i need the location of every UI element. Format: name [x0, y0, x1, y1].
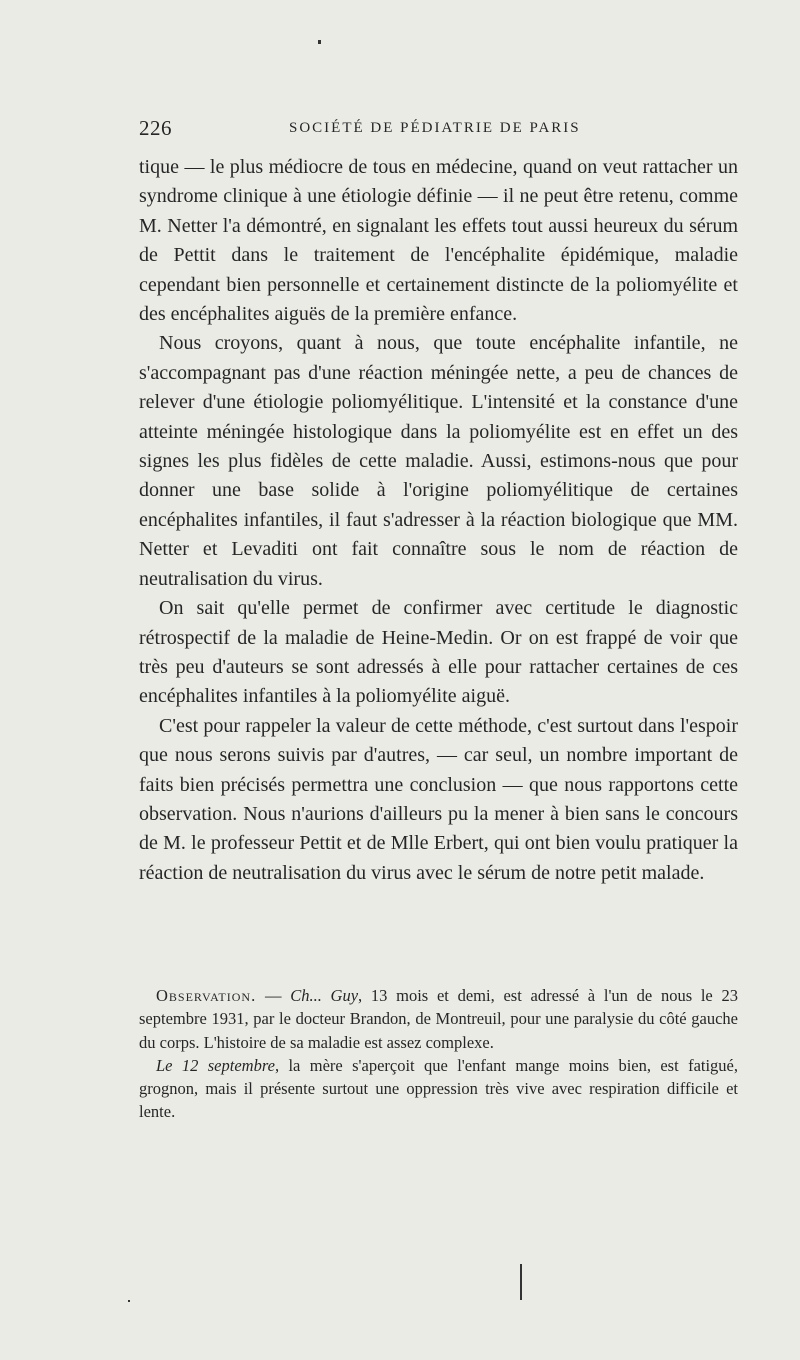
running-title: SOCIÉTÉ DE PÉDIATRIE DE PARIS	[289, 120, 581, 136]
print-speck	[318, 40, 321, 44]
observation-label: Observation.	[156, 986, 257, 1005]
observation-paragraph-2	[139, 1054, 738, 1124]
print-mark	[520, 1264, 522, 1300]
paragraph-4: C'est pour rappeler la valeur de cette méthode, c'est surtout dans l'espoir que nous serons suivis par d'autres, — car seul, un nombre important de faits bien précisés permettra une conclusion — que nous rapportons cette observation. Nous n'aurions d'ailleurs pu la mener à bien sans le concours de M. le professeur Pettit et de Mlle Erbert, qui ont bien voulu pratiquer la réaction de neutralisation du virus avec le sérum de notre petit malade.	[139, 714, 738, 884]
observation-text-2: , la mère s'aperçoit que l'enfant mange moins bien, est fatigué, grognon, mais il présente surtout une oppression très vive avec respiration difficile et lente.	[139, 1055, 739, 1122]
observation-section	[139, 984, 738, 1124]
observation-subject: Ch... Guy	[290, 986, 359, 1005]
page-number: 226	[139, 116, 172, 140]
paragraph-3: On sait qu'elle permet de confirmer avec certitude le diagnostic rétrospectif de la maladie de Heine-Medin. Or on est frappé de voir que très peu d'auteurs se sont adressés à elle pour rattacher certaines de ces encéphalites infantiles à la poliomyélite aiguë.	[139, 597, 738, 708]
page-header	[139, 116, 739, 146]
paragraph-2: Nous croyons, quant à nous, que toute encéphalite infantile, ne s'accompagnant pas d'une réaction méningée nette, a peu de chances de relever d'une étiologie poliomyélitique. L'intensité et la constance d'une atteinte méningée histologique dans la poliomyélite est en effet un des signes les plus fidèles de cette maladie. Aussi, estimons-nous que pour donner une base solide à l'origine poliomyélitique de certaines encéphalites infantiles, il faut s'adresser à la réaction biologique que MM. Netter et Levaditi ont fait connaître sous le nom de réaction de neutralisation du virus.	[139, 332, 738, 590]
observation-date: Le 12 septembre	[156, 1055, 275, 1075]
paragraph-1: tique — le plus médiocre de tous en médecine, quand on veut rattacher un syndrome clinique à une étiologie définie — il ne peut être retenu, comme M. Netter l'a démontré, en signalant les effets tout aussi heureux du sérum de Pettit dans le traitement de l'encéphalite épidémique, maladie cependant bien personnelle et certainement distincte de la poliomyélite et des encéphalites aiguës de la première enfance.	[139, 156, 738, 326]
observation-text: , 13 mois et demi, est adressé à l'un de nous le 23 septembre 1931, par le docteur Brandon, de Montreuil, pour une paralysie du côté gauche du corps. L'histoire de sa maladie est assez complexe.	[139, 986, 738, 1052]
observation-paragraph-1: Observation. — Ch... Guy, 13 mois et demi, est adressé à l'un de nous le 23 septembre 1931, par le docteur Brandon, de Montreuil, pour une paralysie du côté gauche du corps. L'histoire de sa maladie est assez complexe.	[139, 986, 738, 1052]
print-speck	[128, 1300, 130, 1302]
main-text	[139, 153, 738, 888]
